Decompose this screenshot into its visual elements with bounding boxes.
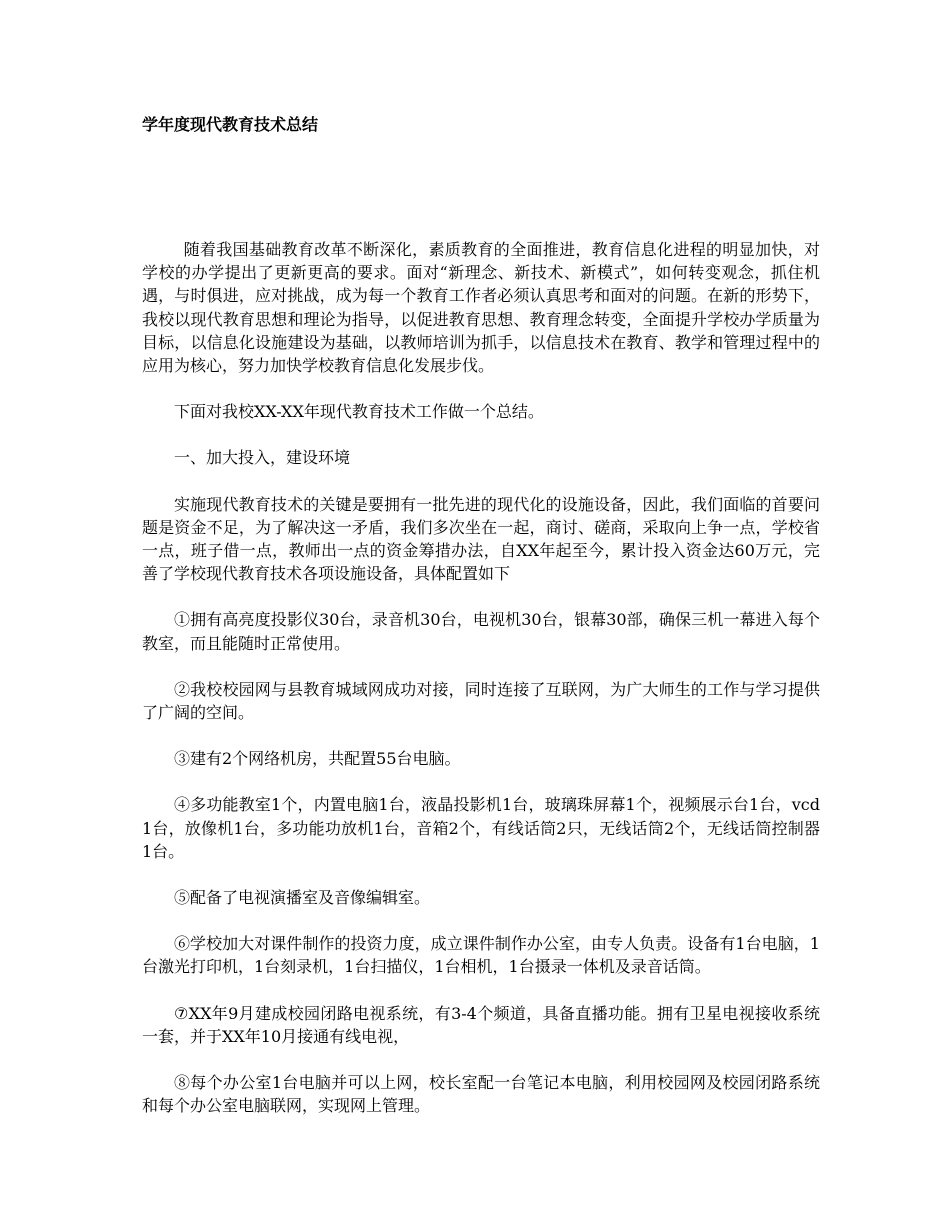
section-heading: 一、加大投入，建设环境 [174,448,351,468]
list-item-projectors: ①拥有高亮度投影仪30台，录音机30台，电视机30台，银幕30部，确保三机一幕进入每个教室，而且能随时正常使用。 [142,610,820,653]
list-item-studio: ⑤配备了电视演播室及音像编辑室。 [174,888,431,908]
list-item-cctv-system: ⑦XX年9月建成校园闭路电视系统，有3-4个频道，具备直播功能。拥有卫星电视接收系统一套，并于XX年10月接通有线电视， [142,1003,820,1046]
list-item-office-computers: ⑧每个办公室1台电脑并可以上网，校长室配一台笔记本电脑，利用校园网及校园闭路系统和每个办公室电脑联网，实现网上管理。 [142,1073,820,1116]
summary-lead-paragraph: 下面对我校XX-XX年现代教育技术工作做一个总结。 [174,402,544,422]
investment-paragraph: 实施现代教育技术的关键是要拥有一批先进的现代化的设施设备，因此，我们面临的首要问题是资金不足，为了解决这一矛盾，我们多次坐在一起，商讨、磋商，采取向上争一点，学校省一点，班子借一点，教师出一点的资金筹措办法，自XX年起至今，累计投入资金达60万元，完善了学校现代教育技术各项设施设备，具体配置如下 [142,494,820,584]
document-body [142,238,820,1140]
document-title: 学年度现代教育技术总结 [142,115,319,134]
intro-paragraph: 随着我国基础教育改革不断深化，素质教育的全面推进，教育信息化进程的明显加快，对学校的办学提出了更新更高的要求。面对“新理念、新技术、新模式”，如何转变观念，抓住机遇，与时俱进，应对挑战，成为每一个教育工作者必须认真思考和面对的问题。在新的形势下，我校以现代教育思想和理论为指导，以促进教育思想、教育理念转变，全面提升学校办学质量为目标，以信息化设施建设为基础，以教师培训为抓手，以信息技术在教育、教学和管理过程中的应用为核心，努力加快学校教育信息化发展步伐。 [142,240,820,376]
list-item-courseware-office: ⑥学校加大对课件制作的投资力度，成立课件制作办公室，由专人负责。设备有1台电脑，1台激光打印机，1台刻录机，1台扫描仪，1台相机，1台摄录一体机及录音话筒。 [142,934,820,977]
list-item-campus-network: ②我校校园网与县教育城域网成功对接，同时连接了互联网，为广大师生的工作与学习提供了广阔的空间。 [142,679,820,723]
list-item-computer-labs: ③建有2个网络机房，共配置55台电脑。 [174,749,461,769]
list-item-multimedia-room: ④多功能教室1个，内置电脑1台，液晶投影机1台，玻璃珠屏幕1个，视频展示台1台，vcd1台，放像机1台，多功能功放机1台，音箱2个，有线话筒2只，无线话筒2个，无线话筒控制器1台。 [142,795,820,861]
